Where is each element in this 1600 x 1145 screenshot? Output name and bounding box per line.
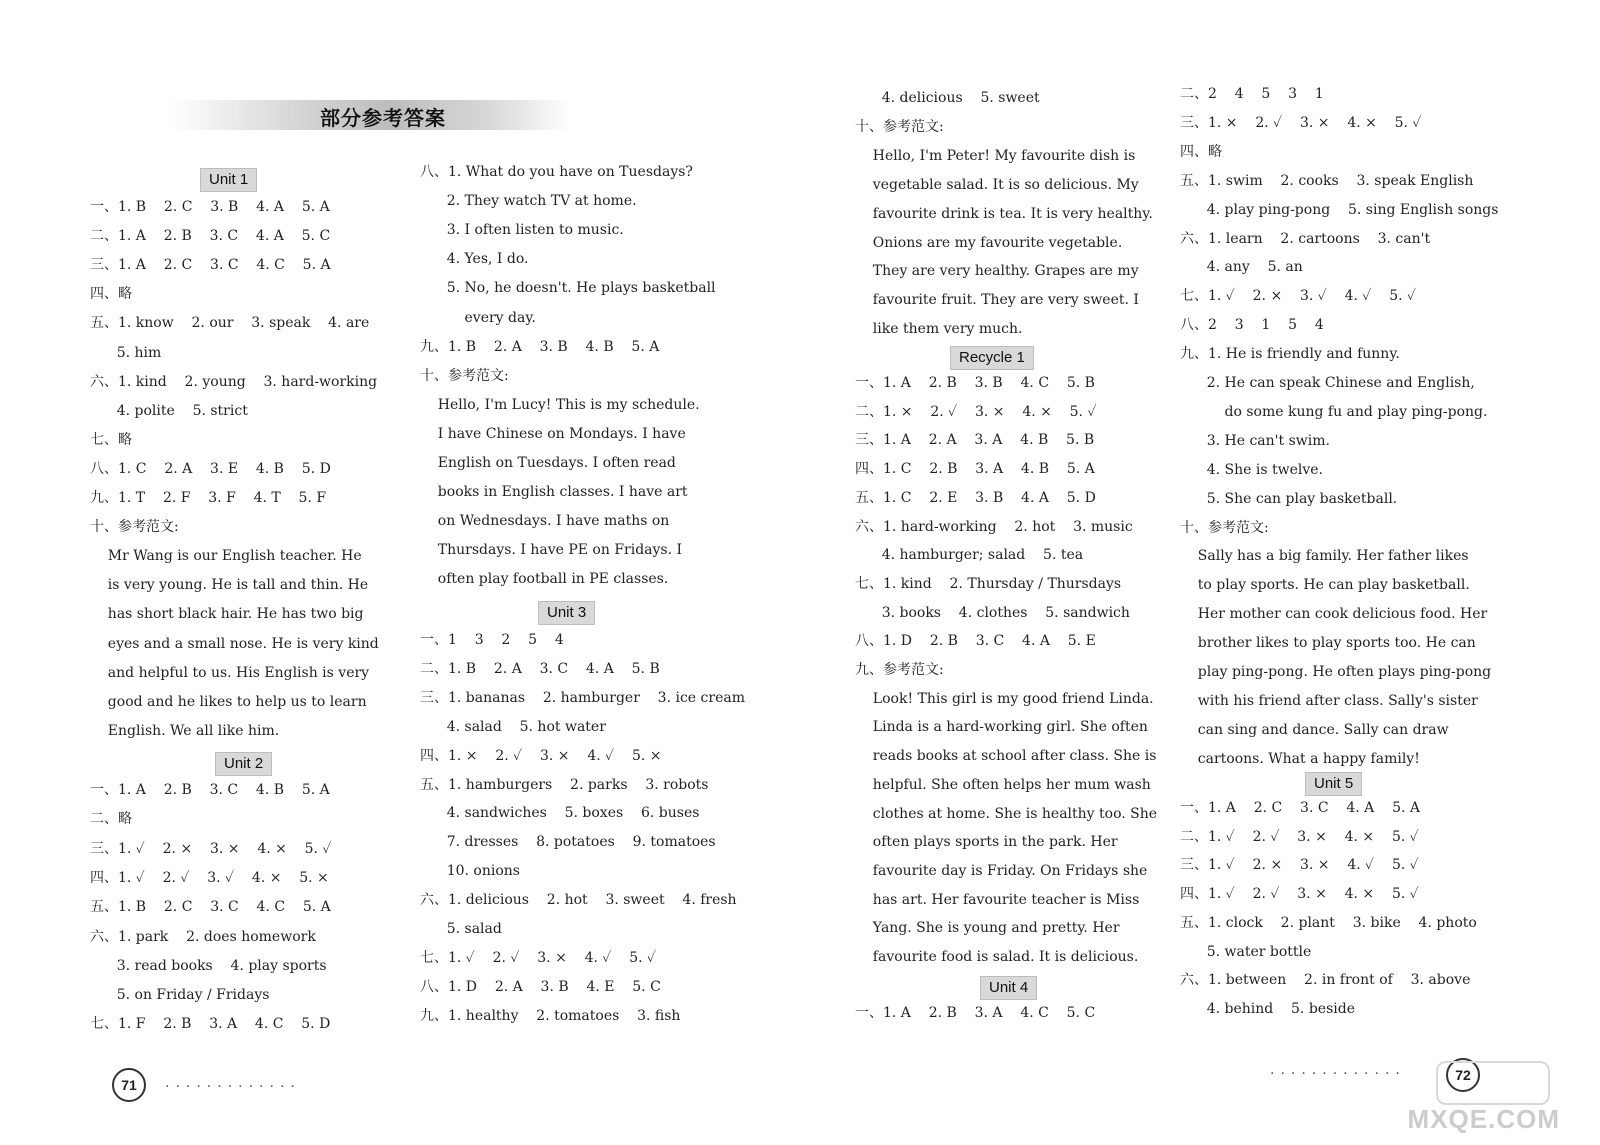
answer-line: 3. I often listen to music. <box>420 222 624 239</box>
unit-heading: Unit 4 <box>980 976 1037 1000</box>
answer-line: 一、1 3 2 5 4 <box>420 632 564 648</box>
answer-line: Yang. She is young and pretty. Her <box>855 920 1120 937</box>
answer-line: 四、1. × 2. ✓ 3. × 4. ✓ 5. × <box>420 747 662 764</box>
answer-line: 二、略 <box>90 811 132 828</box>
answer-line: 三、1. bananas 2. hamburger 3. ice cream <box>420 689 745 706</box>
answer-line: 一、1. A 2. C 3. C 4. A 5. A <box>1180 800 1420 816</box>
answer-line: often play football in PE classes. <box>420 571 669 588</box>
answer-line: Thursdays. I have PE on Fridays. I <box>420 542 683 559</box>
page-number-left: 71 <box>112 1068 146 1102</box>
answer-line: 4. play ping-pong 5. sing English songs <box>1180 201 1499 218</box>
answer-line: Her mother can cook delicious food. Her <box>1180 606 1488 623</box>
page-title: 部分参考答案 <box>320 106 446 130</box>
answer-line: 五、1. B 2. C 3. C 4. C 5. A <box>90 899 331 916</box>
answer-line: 八、1. What do you have on Tuesdays? <box>420 164 693 180</box>
answer-line: 4. salad 5. hot water <box>420 718 606 735</box>
answer-line: 十、参考范文: <box>1180 519 1269 536</box>
answer-line: and helpful to us. His English is very <box>90 664 370 681</box>
answer-line: 一、1. B 2. C 3. B 4. A 5. A <box>90 199 330 215</box>
answer-line: 八、2 3 1 5 4 <box>1180 317 1324 334</box>
watermark-logo <box>1436 1061 1550 1105</box>
answer-line: 八、1. D 2. A 3. B 4. E 5. C <box>420 978 661 995</box>
answer-line: Hello, I'm Lucy! This is my schedule. <box>420 396 700 413</box>
answer-line: 5. on Friday / Fridays <box>90 987 270 1004</box>
answer-line: play ping-pong. He often plays ping-pong <box>1180 664 1492 680</box>
answer-line: 九、1. healthy 2. tomatoes 3. fish <box>420 1007 681 1024</box>
answer-line: Sally has a big family. Her father likes <box>1180 548 1469 565</box>
watermark-text: MXQE.COM <box>1407 1104 1560 1134</box>
answer-line: 六、1. park 2. does homework <box>90 928 316 945</box>
answer-line: 4. sandwiches 5. boxes 6. buses <box>420 805 700 822</box>
unit-heading: Recycle 1 <box>950 346 1034 370</box>
answer-line: 七、略 <box>90 431 132 448</box>
answer-line: 二、1. B 2. A 3. C 4. A 5. B <box>420 660 660 677</box>
answer-line: 4. hamburger; salad 5. tea <box>855 547 1084 564</box>
answer-line: 7. dresses 8. potatoes 9. tomatoes <box>420 834 716 851</box>
answer-line: 三、1. × 2. ✓ 3. × 4. × 5. ✓ <box>1180 114 1422 131</box>
answer-line: 十、参考范文: <box>420 367 509 384</box>
answer-line: Look! This girl is my good friend Linda. <box>855 690 1154 707</box>
answer-line: with his friend after class. Sally's sister <box>1180 692 1478 709</box>
answer-line: 八、1. D 2. B 3. C 4. A 5. E <box>855 633 1096 650</box>
answer-line: Hello, I'm Peter! My favourite dish is <box>855 147 1136 164</box>
answer-line: 五、1. hamburgers 2. parks 3. robots <box>420 776 709 793</box>
answer-line: 六、1. kind 2. young 3. hard-working <box>90 373 378 390</box>
answer-line: has short black hair. He has two big <box>90 606 364 623</box>
answer-line: 七、1. ✓ 2. × 3. ✓ 4. ✓ 5. ✓ <box>1180 288 1417 305</box>
answer-line: 九、1. T 2. F 3. F 4. T 5. F <box>90 490 327 506</box>
answer-line: 5. him <box>90 344 162 361</box>
answer-line: 六、1. delicious 2. hot 3. sweet 4. fresh <box>420 892 737 909</box>
answer-line: 四、1. ✓ 2. ✓ 3. × 4. × 5. ✓ <box>1180 886 1419 903</box>
answer-line: 五、1. swim 2. cooks 3. speak English <box>1180 172 1474 189</box>
answer-line: 九、1. He is friendly and funny. <box>1180 346 1400 363</box>
answer-line: 4. Yes, I do. <box>420 251 529 268</box>
answer-line: favourite food is salad. It is delicious. <box>855 949 1139 965</box>
answer-line: 六、1. between 2. in front of 3. above <box>1180 972 1471 989</box>
answer-line: 3. He can't swim. <box>1180 432 1330 449</box>
page-number-right: 72 <box>1446 1058 1480 1092</box>
answer-line: 2. They watch TV at home. <box>420 193 637 210</box>
unit-heading: Unit 3 <box>538 601 595 625</box>
answer-line: good and he likes to help us to learn <box>90 693 367 710</box>
answer-line: 10. onions <box>420 863 520 880</box>
answer-line: 4. polite 5. strict <box>90 402 248 419</box>
answer-line: favourite fruit. They are very sweet. I <box>855 292 1139 309</box>
answer-line: 5. water bottle <box>1180 943 1312 960</box>
answer-line: 4. delicious 5. sweet <box>855 90 1040 106</box>
answer-line: I have Chinese on Mondays. I have <box>420 425 686 442</box>
answer-line: 三、1. ✓ 2. × 3. × 4. × 5. ✓ <box>90 840 332 857</box>
answer-line: 四、1. C 2. B 3. A 4. B 5. A <box>855 461 1095 478</box>
answer-line: helpful. She often helps her mum wash <box>855 776 1151 793</box>
footer-dots-right: ............. <box>1270 1062 1406 1078</box>
answer-line: 九、1. B 2. A 3. B 4. B 5. A <box>420 338 660 355</box>
answer-line: 2. He can speak Chinese and English, <box>1180 375 1475 391</box>
answer-line: 一、1. A 2. B 3. A 4. C 5. C <box>855 1005 1096 1021</box>
answer-line: clothes at home. She is healthy too. She <box>855 805 1158 822</box>
answer-line: 七、1. F 2. B 3. A 4. C 5. D <box>90 1016 331 1033</box>
unit-heading: Unit 5 <box>1305 772 1362 796</box>
answer-line: 3. read books 4. play sports <box>90 957 327 974</box>
answer-line: favourite day is Friday. On Fridays she <box>855 862 1148 879</box>
answer-line: 三、1. ✓ 2. × 3. × 4. ✓ 5. ✓ <box>1180 857 1419 874</box>
answer-line: favourite drink is tea. It is very healthy. <box>855 205 1153 222</box>
answer-line: 二、1. × 2. ✓ 3. × 4. × 5. ✓ <box>855 403 1097 420</box>
unit-heading: Unit 2 <box>215 752 272 776</box>
answer-line: cartoons. What a happy family! <box>1180 750 1420 767</box>
answer-line: 五、1. clock 2. plant 3. bike 4. photo <box>1180 914 1477 931</box>
answer-line: vegetable salad. It is so delicious. My <box>855 176 1139 193</box>
answer-line: 四、1. ✓ 2. ✓ 3. ✓ 4. × 5. × <box>90 869 329 886</box>
answer-line: 八、1. C 2. A 3. E 4. B 5. D <box>90 460 331 477</box>
answer-line: 4. behind 5. beside <box>1180 1000 1355 1017</box>
answer-line: 五、1. C 2. E 3. B 4. A 5. D <box>855 489 1096 506</box>
answer-line: every day. <box>420 309 536 326</box>
answer-line: 七、1. ✓ 2. ✓ 3. × 4. ✓ 5. ✓ <box>420 949 657 966</box>
answer-line: 十、参考范文: <box>855 118 944 135</box>
answer-line: Onions are my favourite vegetable. <box>855 234 1123 251</box>
answer-line: 一、1. A 2. B 3. B 4. C 5. B <box>855 375 1095 391</box>
answer-line: Mr Wang is our English teacher. He <box>90 548 362 565</box>
answer-line: eyes and a small nose. He is very kind <box>90 635 379 652</box>
answer-line: to play sports. He can play basketball. <box>1180 577 1470 594</box>
answer-line: has art. Her favourite teacher is Miss <box>855 891 1140 908</box>
unit-heading: Unit 1 <box>200 168 257 192</box>
answer-line: often plays sports in the park. Her <box>855 834 1118 851</box>
answer-line: 4. any 5. an <box>1180 259 1303 276</box>
answer-line: 三、1. A 2. C 3. C 4. C 5. A <box>90 257 331 274</box>
answer-line: 5. salad <box>420 921 502 937</box>
answer-line: can sing and dance. Sally can draw <box>1180 721 1449 738</box>
answer-line: like them very much. <box>855 321 1023 338</box>
answer-line: 五、1. know 2. our 3. speak 4. are <box>90 315 370 332</box>
footer-dots-left: ............. <box>165 1075 301 1091</box>
answer-line: 二、2 4 5 3 1 <box>1180 86 1324 102</box>
answer-line: 十、参考范文: <box>90 519 179 536</box>
answer-line: English on Tuesdays. I often read <box>420 455 676 471</box>
answer-line: brother likes to play sports too. He can <box>1180 635 1476 652</box>
answer-line: 三、1. A 2. A 3. A 4. B 5. B <box>855 432 1095 449</box>
answer-line: 六、1. learn 2. cartoons 3. can't <box>1180 230 1431 247</box>
answer-line: 四、略 <box>1180 143 1222 160</box>
answer-line: 九、参考范文: <box>855 662 944 678</box>
answer-line: 六、1. hard-working 2. hot 3. music <box>855 518 1133 535</box>
answer-line: reads books at school after class. She is <box>855 748 1157 765</box>
answer-line: 七、1. kind 2. Thursday / Thursdays <box>855 575 1122 592</box>
answer-line: 3. books 4. clothes 5. sandwich <box>855 604 1130 621</box>
answer-line: 5. No, he doesn't. He plays basketball <box>420 280 716 297</box>
answer-line: books in English classes. I have art <box>420 484 688 501</box>
answer-line: 四、略 <box>90 286 132 303</box>
answer-line: Linda is a hard-working girl. She often <box>855 719 1148 736</box>
answer-line: is very young. He is tall and thin. He <box>90 577 369 594</box>
answer-line: English. We all like him. <box>90 722 280 739</box>
answer-line: on Wednesdays. I have maths on <box>420 513 670 530</box>
answer-line: 5. She can play basketball. <box>1180 490 1398 507</box>
answer-line: 一、1. A 2. B 3. C 4. B 5. A <box>90 782 330 798</box>
answer-line: 4. She is twelve. <box>1180 461 1323 478</box>
answer-line: 二、1. A 2. B 3. C 4. A 5. C <box>90 228 331 245</box>
answer-line: do some kung fu and play ping-pong. <box>1180 403 1488 420</box>
answer-line: 二、1. ✓ 2. ✓ 3. × 4. × 5. ✓ <box>1180 828 1419 845</box>
answer-line: They are very healthy. Grapes are my <box>855 263 1139 280</box>
